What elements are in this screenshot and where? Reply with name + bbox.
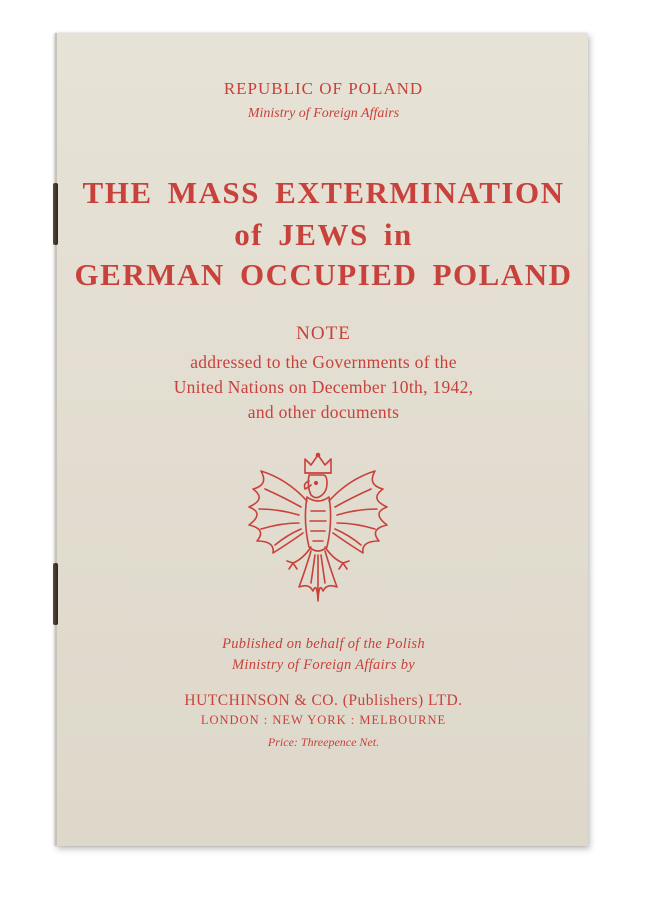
- price-text: Price: Threepence Net.: [267, 735, 380, 749]
- subtitle-line-2: United Nations on December 10th, 1942,: [173, 377, 474, 397]
- republic-heading: REPUBLIC OF POLAND: [223, 79, 424, 98]
- publisher-cities: LONDON : NEW YORK : MELBOURNE: [200, 713, 447, 727]
- note-label: NOTE: [296, 323, 351, 344]
- staple-bottom: [53, 563, 58, 625]
- subtitle-line-3: and other documents: [247, 402, 400, 422]
- title-line-3: GERMAN OCCUPIED POLAND: [74, 257, 573, 292]
- publisher-name: HUTCHINSON & CO. (Publishers) LTD.: [184, 692, 463, 709]
- booklet-cover: [55, 33, 588, 846]
- subtitle-line-1: addressed to the Governments of the: [190, 352, 457, 372]
- ministry-subheading: Ministry of Foreign Affairs: [247, 106, 400, 121]
- published-line-2: Ministry of Foreign Affairs by: [232, 657, 415, 673]
- title-line-2: of JEWS in: [234, 217, 413, 252]
- published-line-1: Published on behalf of the Polish: [222, 636, 425, 652]
- polish-eagle-emblem: [243, 451, 393, 611]
- title-line-1: THE MASS EXTERMINATION: [82, 175, 565, 210]
